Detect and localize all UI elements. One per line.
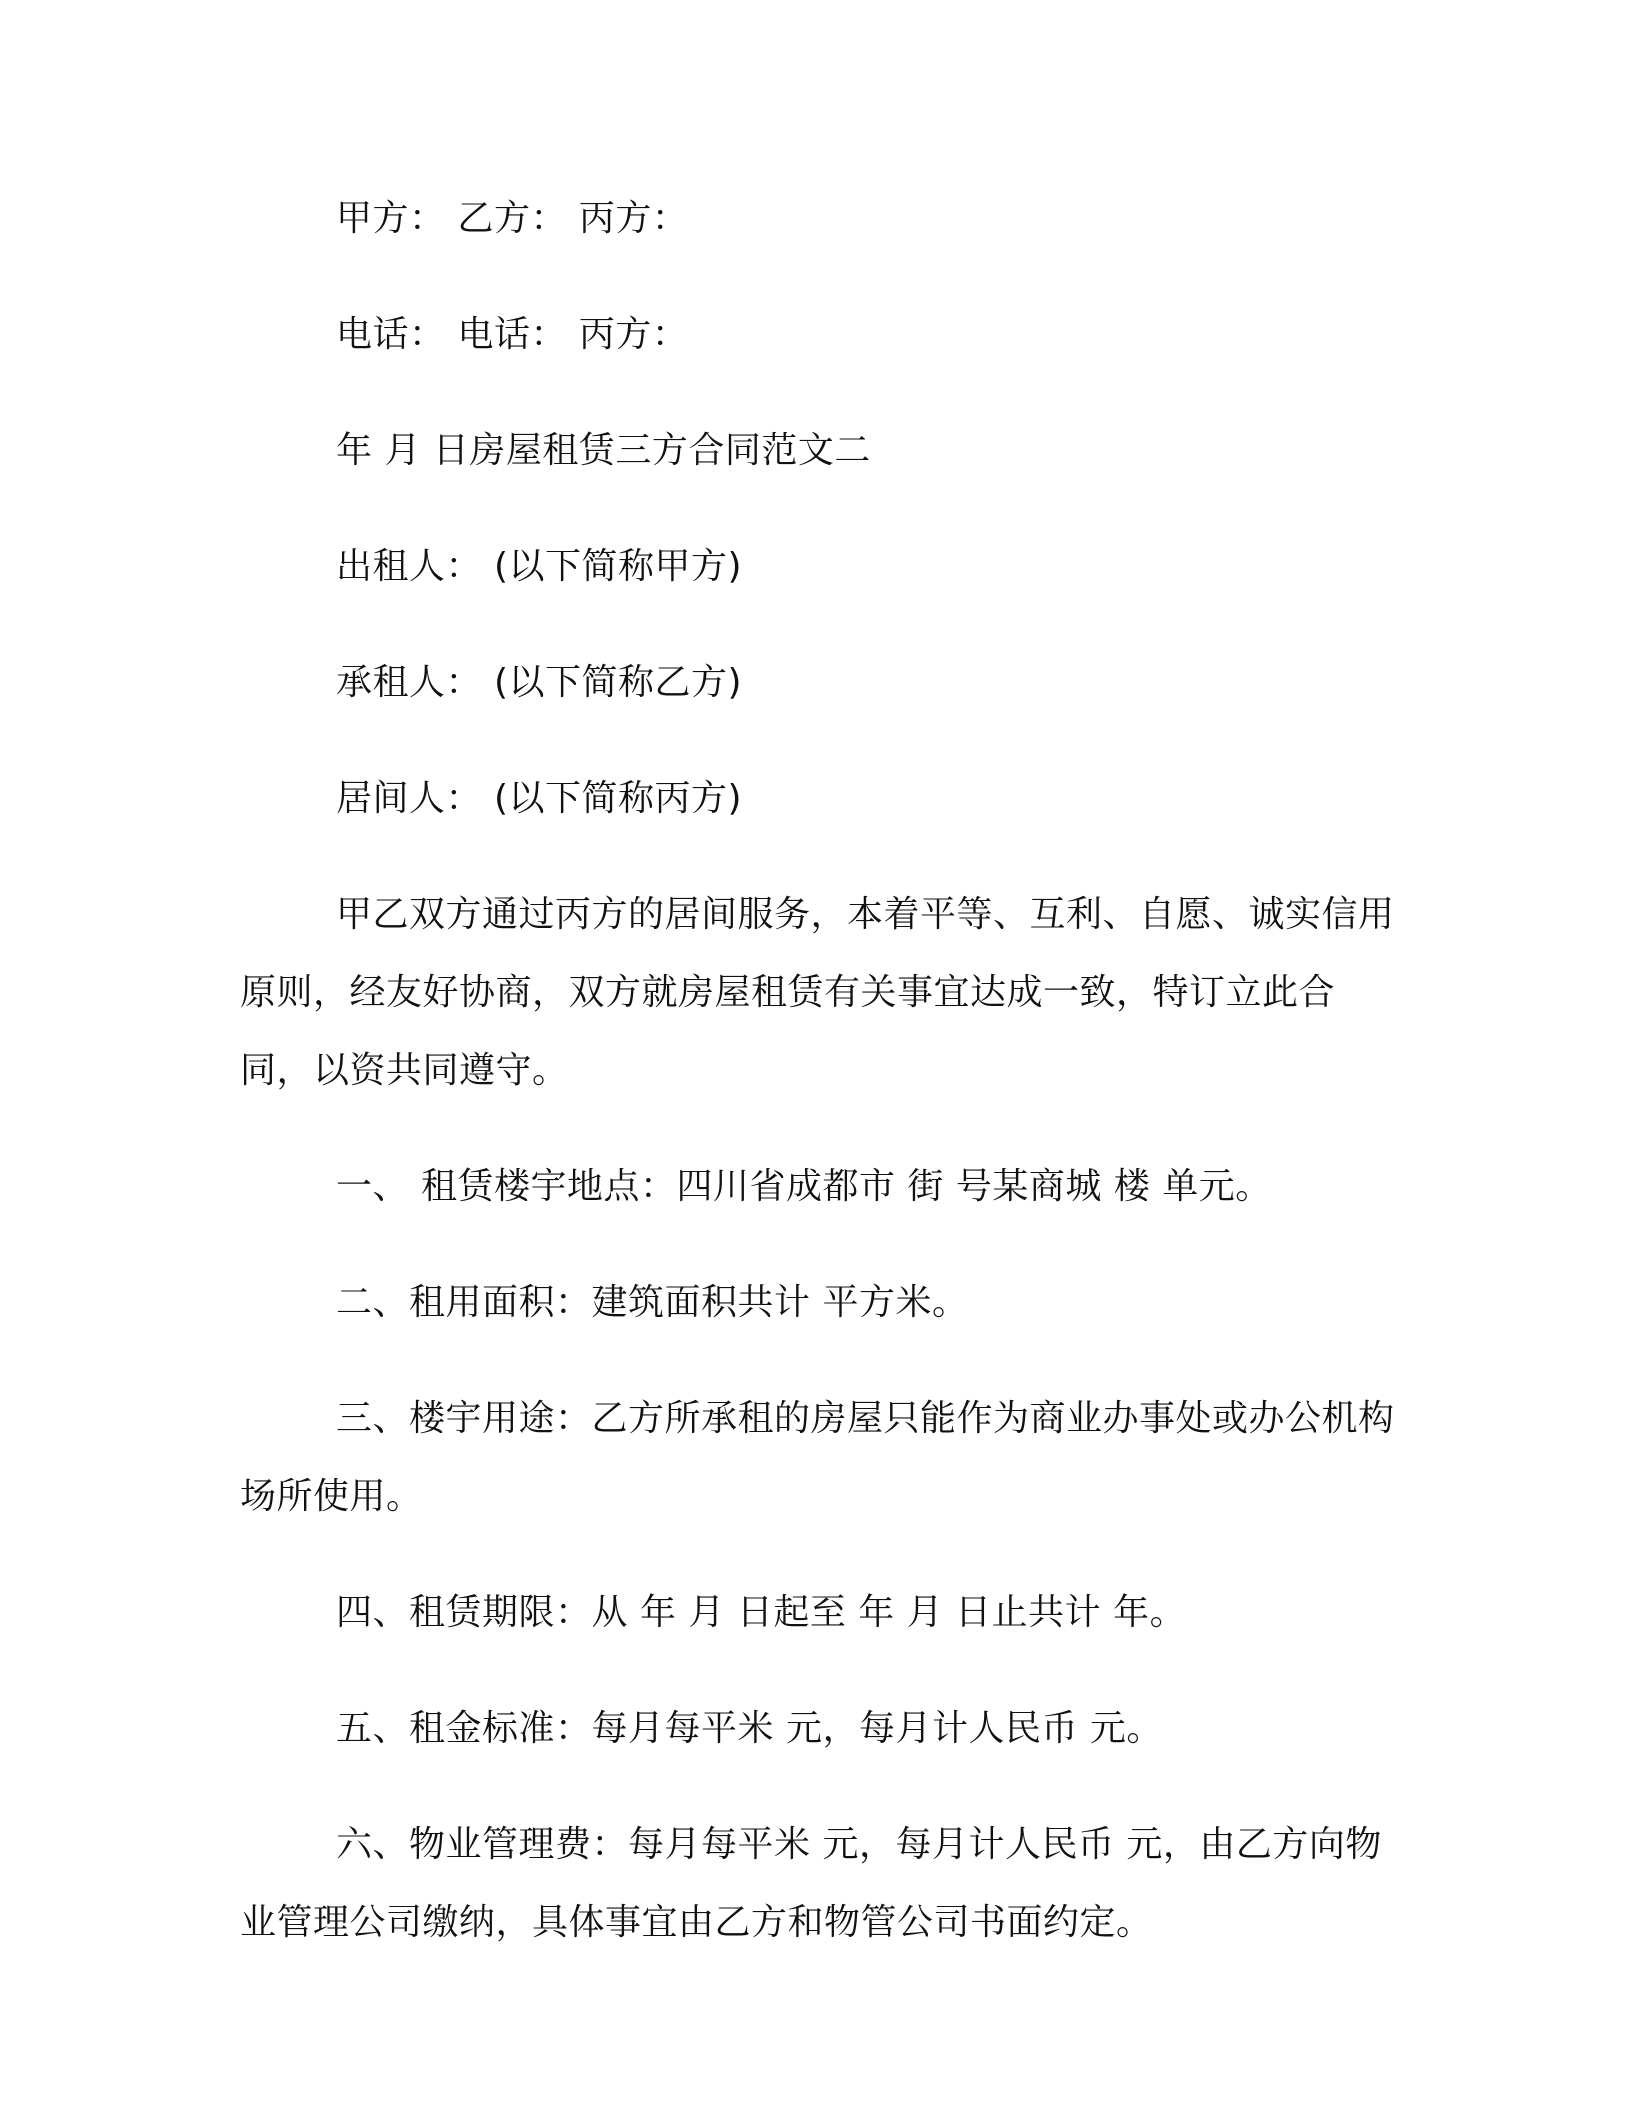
lessee-line: 承租人： (以下简称乙方)	[336, 662, 743, 703]
clause-1-location: 一、 租赁楼宇地点：四川省成都市 街 号某商城 楼 单元。	[336, 1166, 1272, 1207]
date-title-line: 年 月 日房屋租赁三方合同范文二	[336, 430, 871, 471]
clause-2-area: 二、租用面积：建筑面积共计 平方米。	[336, 1282, 969, 1323]
clause-5-rent: 五、租金标准：每月每平米 元，每月计人民币 元。	[336, 1708, 1163, 1749]
lessor-line: 出租人： (以下简称甲方)	[336, 546, 743, 587]
clause-4-term: 四、租赁期限：从 年 月 日起至 年 月 日止共计 年。	[336, 1592, 1187, 1633]
party-names-line: 甲方： 乙方： 丙方：	[336, 198, 689, 239]
clause-3-usage: 三、楼宇用途：乙方所承租的房屋只能作为商业办事处或办公机构场所使用。	[240, 1398, 1395, 1517]
intermediary-line: 居间人： (以下简称丙方)	[336, 778, 743, 819]
clause-6-management-fee: 六、物业管理费：每月每平米 元，每月计人民币 元，由乙方向物业管理公司缴纳，具体事宜由乙方和物管公司书面约定。	[240, 1824, 1382, 1943]
preamble-paragraph: 甲乙双方通过丙方的居间服务，本着平等、互利、自愿、诚实信用原则，经友好协商，双方就房屋租赁有关事宜达成一致，特订立此合同，以资共同遵守。	[240, 894, 1395, 1091]
document-body	[240, 180, 1400, 2000]
phone-line: 电话： 电话： 丙方：	[336, 314, 689, 355]
